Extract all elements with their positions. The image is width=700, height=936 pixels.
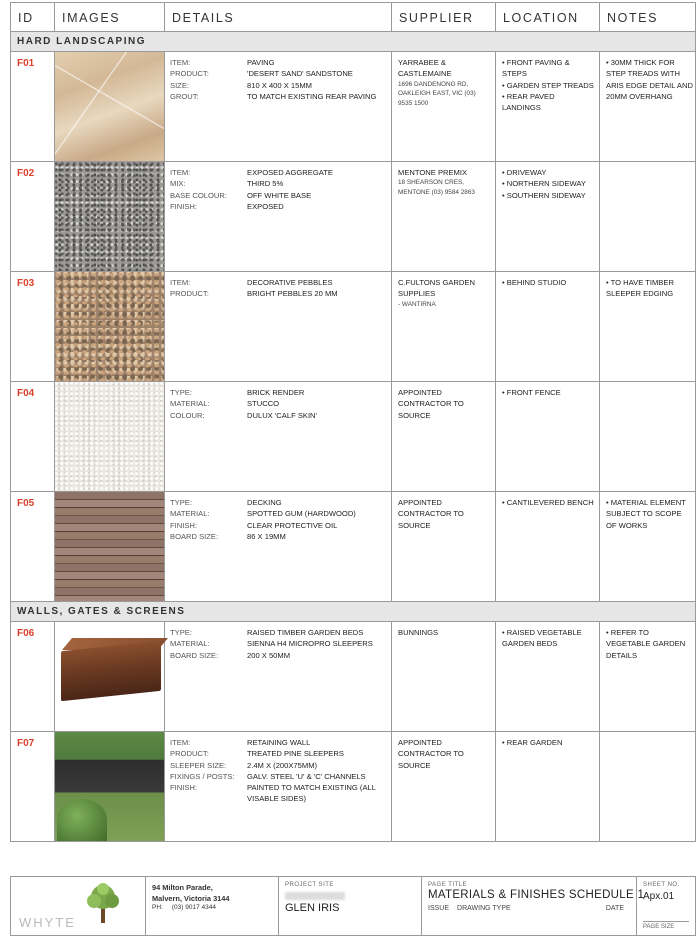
detail-value: 86 X 19MM <box>247 531 286 541</box>
table-row <box>11 622 695 732</box>
detail-key: BASE COLOUR: <box>170 190 227 200</box>
detail-key: TYPE: <box>170 498 192 507</box>
location-cell <box>496 52 600 161</box>
detail-value: SIENNA H4 MICROPRO SLEEPERS <box>247 639 373 649</box>
logo-text: WHYTE <box>19 915 76 930</box>
detail-line <box>170 190 387 201</box>
detail-key: MATERIAL: <box>170 399 210 409</box>
image-cell <box>55 382 165 491</box>
detail-line <box>170 57 387 68</box>
issue-label: ISSUE <box>428 905 450 912</box>
detail-value: TREATED PINE SLEEPERS <box>247 749 344 759</box>
location-item: • DRIVEWAY <box>502 168 547 177</box>
detail-value: BRIGHT PEBBLES 20 MM <box>247 289 338 299</box>
detail-key: MATERIAL: <box>170 639 210 649</box>
detail-key: ITEM: <box>170 168 191 177</box>
location-cell <box>496 162 600 271</box>
col-header-location: LOCATION <box>496 3 600 31</box>
supplier-name: APPOINTED CONTRACTOR TO SOURCE <box>398 388 464 420</box>
image-cell <box>55 492 165 601</box>
phone-number: (03) 9017 4344 <box>171 904 216 911</box>
supplier-name: BUNNINGS <box>398 628 439 637</box>
table-row <box>11 52 695 162</box>
detail-key: GROUT: <box>170 91 199 101</box>
detail-line <box>170 80 387 91</box>
detail-value: GALV. STEEL 'U' & 'C' CHANNELS <box>247 771 366 781</box>
detail-key: MATERIAL: <box>170 509 210 519</box>
supplier-address: 1696 DANDENONG RD, OAKLEIGH EAST, VIC (03) 9535 1500 <box>398 80 476 107</box>
material-swatch-image <box>55 492 164 601</box>
phone-line <box>152 904 272 911</box>
detail-key: BOARD SIZE: <box>170 650 219 660</box>
issue-row <box>428 905 630 912</box>
details-cell <box>165 382 392 491</box>
detail-value: 2.4M X (200X75MM) <box>247 760 318 770</box>
material-swatch-image <box>55 382 164 491</box>
detail-line <box>170 508 387 519</box>
detail-line <box>170 201 387 212</box>
notes-cell <box>600 732 697 841</box>
notes-cell <box>600 52 697 161</box>
location-cell <box>496 382 600 491</box>
detail-line <box>170 748 387 759</box>
row-id: F06 <box>11 622 55 731</box>
details-cell <box>165 732 392 841</box>
sheet-no-cell <box>637 877 697 935</box>
supplier-address: 18 SHEARSON CRES, MENTONE (03) 9584 2863 <box>398 179 475 196</box>
note-item: • TO HAVE TIMBER SLEEPER EDGING <box>606 278 674 299</box>
project-site-cell <box>279 877 422 935</box>
note-item: • MATERIAL ELEMENT SUBJECT TO SCOPE OF WORKS <box>606 498 686 530</box>
row-id: F02 <box>11 162 55 271</box>
col-header-details: DETAILS <box>165 3 392 31</box>
detail-line <box>170 782 387 793</box>
detail-line <box>170 531 387 542</box>
detail-value: RETAINING WALL <box>247 738 311 747</box>
image-cell <box>55 622 165 731</box>
section-heading: HARD LANDSCAPING <box>11 32 695 52</box>
detail-line <box>170 387 387 398</box>
detail-value: VISABLE SIDES) <box>247 794 307 804</box>
location-item: • SOUTHERN SIDEWAY <box>502 190 586 200</box>
location-item: • CANTILEVERED BENCH <box>502 498 594 507</box>
detail-key: SLEEPER SIZE: <box>170 760 227 770</box>
detail-key: FIXINGS / POSTS: <box>170 771 235 781</box>
detail-value: PAINTED TO MATCH EXISTING (ALL <box>247 783 376 793</box>
row-id: F04 <box>11 382 55 491</box>
table-header <box>11 2 695 32</box>
detail-key: TYPE: <box>170 628 192 637</box>
details-cell <box>165 272 392 381</box>
section-heading: WALLS, GATES & SCREENS <box>11 602 695 622</box>
image-cell <box>55 272 165 381</box>
detail-line <box>170 520 387 531</box>
supplier-name: C.FULTONS GARDEN SUPPLIES <box>398 278 475 299</box>
detail-value: SPOTTED GUM (HARDWOOD) <box>247 509 356 519</box>
notes-cell <box>600 162 697 271</box>
material-swatch-image <box>55 272 164 381</box>
location-item: • BEHIND STUDIO <box>502 278 567 287</box>
address-line-1: 94 Milton Parade, <box>152 883 213 892</box>
sheet-no: Apx.01 <box>643 891 675 902</box>
row-id: F05 <box>11 492 55 601</box>
detail-key: ITEM: <box>170 278 191 287</box>
notes-cell <box>600 382 697 491</box>
detail-value: DULUX 'CALF SKIN' <box>247 410 317 420</box>
table-row <box>11 272 695 382</box>
detail-line <box>170 167 387 178</box>
detail-line <box>170 650 387 661</box>
detail-line <box>170 793 387 804</box>
detail-value: STUCCO <box>247 399 280 409</box>
detail-value: DECKING <box>247 498 282 507</box>
image-cell <box>55 162 165 271</box>
page-size-label: PAGE SIZE <box>643 921 689 930</box>
detail-value: BRICK RENDER <box>247 388 305 397</box>
detail-key: COLOUR: <box>170 410 205 420</box>
location-item: • RAISED VEGETABLE GARDEN BEDS <box>502 628 582 649</box>
detail-key: ITEM: <box>170 58 191 67</box>
detail-value: THIRD 5% <box>247 179 284 189</box>
notes-cell <box>600 622 697 731</box>
table-row <box>11 732 695 842</box>
supplier-name: YARRABEE & CASTLEMAINE <box>398 58 452 79</box>
location-item: • REAR GARDEN <box>502 738 563 747</box>
detail-value: CLEAR PROTECTIVE OIL <box>247 520 338 530</box>
detail-value: TO MATCH EXISTING REAR PAVING <box>247 91 377 101</box>
detail-key: FINISH: <box>170 520 198 530</box>
table-row <box>11 162 695 272</box>
schedule-body <box>11 32 695 842</box>
office-address <box>146 877 279 935</box>
supplier-name: MENTONE PREMIX <box>398 168 468 177</box>
col-header-images: IMAGES <box>55 3 165 31</box>
supplier-cell <box>392 272 496 381</box>
location-cell <box>496 272 600 381</box>
sheet-no-label: SHEET NO. <box>643 882 680 888</box>
detail-line <box>170 497 387 508</box>
details-cell <box>165 492 392 601</box>
project-site: GLEN IRIS <box>285 902 340 914</box>
detail-line <box>170 760 387 771</box>
detail-key: PRODUCT: <box>170 289 209 299</box>
detail-value: 200 X 50MM <box>247 650 291 660</box>
detail-key: ITEM: <box>170 738 191 747</box>
supplier-name: APPOINTED CONTRACTOR TO SOURCE <box>398 498 464 530</box>
project-site-label: PROJECT SITE <box>285 882 334 888</box>
location-item: • REAR PAVED LANDINGS <box>502 91 555 113</box>
detail-key: FINISH: <box>170 783 198 793</box>
note-item: • REFER TO VEGETABLE GARDEN DETAILS <box>606 628 686 660</box>
location-item: • GARDEN STEP TREADS <box>502 80 594 90</box>
supplier-cell <box>392 162 496 271</box>
supplier-name: APPOINTED CONTRACTOR TO SOURCE <box>398 738 464 770</box>
notes-cell <box>600 272 697 381</box>
col-header-id: ID <box>11 3 55 31</box>
row-id: F07 <box>11 732 55 841</box>
supplier-cell <box>392 622 496 731</box>
detail-value: OFF WHITE BASE <box>247 190 312 200</box>
details-cell <box>165 162 392 271</box>
detail-line <box>170 288 387 299</box>
detail-line <box>170 398 387 409</box>
supplier-address: - WANTIRNA <box>398 300 436 308</box>
material-swatch-image <box>55 52 164 161</box>
phone-label: PH: <box>152 904 163 911</box>
material-swatch-image <box>55 162 164 271</box>
location-cell <box>496 732 600 841</box>
detail-value: EXPOSED AGGREGATE <box>247 168 333 177</box>
table-row <box>11 492 695 602</box>
supplier-cell <box>392 732 496 841</box>
page-title-cell <box>422 877 645 935</box>
detail-key <box>170 793 247 804</box>
location-item: • NORTHERN SIDEWAY <box>502 179 586 189</box>
image-cell <box>55 52 165 161</box>
detail-value: DECORATIVE PEBBLES <box>247 278 333 287</box>
page-title: MATERIALS & FINISHES SCHEDULE 1 <box>428 889 645 901</box>
detail-line <box>170 627 387 638</box>
drawing-type-label: DRAWING TYPE <box>457 905 511 912</box>
schedule-sheet <box>10 2 696 842</box>
detail-value: PAVING <box>247 58 275 67</box>
table-row <box>11 382 695 492</box>
note-item: • 30MM THICK FOR STEP TREADS WITH ARIS EDGE DETAIL AND 20MM OVERHANG <box>606 58 693 101</box>
supplier-cell <box>392 492 496 601</box>
detail-line <box>170 771 387 782</box>
date-label: DATE <box>605 905 624 912</box>
detail-value: EXPOSED <box>247 201 284 211</box>
redacted-address <box>285 892 345 900</box>
detail-line <box>170 91 387 102</box>
material-swatch-image <box>55 622 164 731</box>
location-item: • FRONT PAVING & STEPS <box>502 58 570 79</box>
detail-value: 'DESERT SAND' SANDSTONE <box>247 69 353 79</box>
detail-key: TYPE: <box>170 388 192 397</box>
detail-line <box>170 737 387 748</box>
location-cell <box>496 492 600 601</box>
detail-line <box>170 277 387 288</box>
row-id: F01 <box>11 52 55 161</box>
title-block <box>10 876 696 936</box>
detail-key: FINISH: <box>170 201 198 211</box>
supplier-cell <box>392 52 496 161</box>
detail-key: PRODUCT: <box>170 69 209 79</box>
details-cell <box>165 52 392 161</box>
detail-value: RAISED TIMBER GARDEN BEDS <box>247 628 364 637</box>
col-header-supplier: SUPPLIER <box>392 3 496 31</box>
details-cell <box>165 622 392 731</box>
detail-key: MIX: <box>170 179 186 189</box>
page-title-label: PAGE TITLE <box>428 882 468 888</box>
logo <box>11 877 146 935</box>
detail-key: PRODUCT: <box>170 749 209 759</box>
location-cell <box>496 622 600 731</box>
material-swatch-image <box>55 732 164 841</box>
detail-line <box>170 178 387 189</box>
location-item: • FRONT FENCE <box>502 388 561 397</box>
detail-line <box>170 68 387 79</box>
col-header-notes: NOTES <box>607 11 659 25</box>
address-line-2: Malvern, Victoria 3144 <box>152 894 230 903</box>
detail-line <box>170 638 387 649</box>
tree-logo-icon <box>83 881 123 925</box>
row-id: F03 <box>11 272 55 381</box>
notes-cell <box>600 492 697 601</box>
detail-key: BOARD SIZE: <box>170 531 219 541</box>
detail-value: 810 X 400 X 15MM <box>247 80 313 90</box>
detail-line <box>170 410 387 421</box>
detail-key: SIZE: <box>170 80 189 90</box>
supplier-cell <box>392 382 496 491</box>
image-cell <box>55 732 165 841</box>
